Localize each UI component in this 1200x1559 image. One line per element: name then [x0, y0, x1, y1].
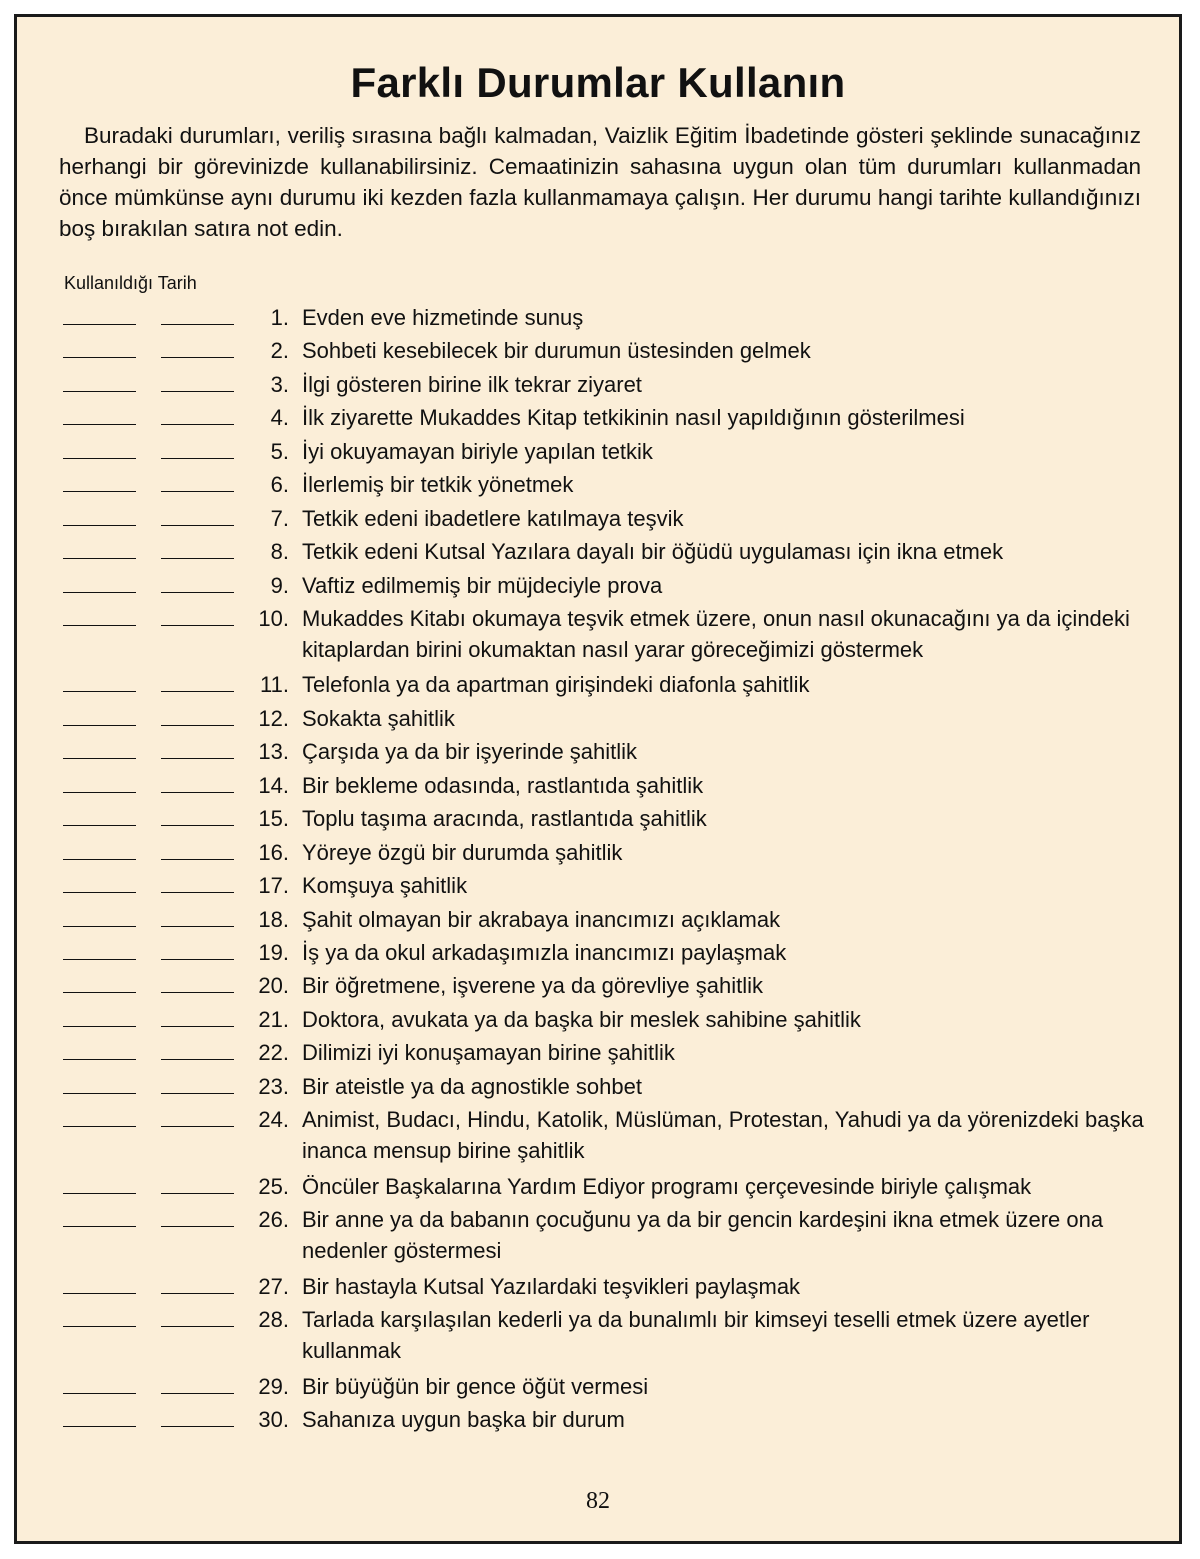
list-item	[61, 1404, 1161, 1437]
date-blank-2[interactable]	[161, 937, 234, 960]
date-blank-2[interactable]	[161, 570, 234, 593]
list-item	[61, 1204, 1161, 1271]
item-number: 27.	[258, 1273, 289, 1299]
date-blank-2[interactable]	[161, 803, 234, 826]
date-blank-2[interactable]	[161, 1404, 234, 1427]
item-number: 3.	[270, 371, 289, 397]
date-blank-1[interactable]	[63, 1004, 136, 1027]
item-number: 23.	[258, 1073, 289, 1099]
item-number: 15.	[258, 806, 289, 832]
item-number: 2.	[270, 338, 289, 364]
list-item	[61, 837, 1161, 870]
item-text: Komşuya şahitlik	[302, 873, 468, 899]
date-blank-1[interactable]	[63, 1171, 136, 1194]
item-number: 11.	[260, 672, 289, 698]
list-item	[61, 1004, 1161, 1037]
date-blank-1[interactable]	[63, 469, 136, 492]
item-number: 14.	[258, 772, 289, 798]
item-text: Sahanıza uygun başka bir durum	[302, 1406, 625, 1432]
item-number: 25.	[258, 1173, 289, 1199]
item-text: İlk ziyarette Mukaddes Kitap tetkikinin nasıl yapıldığının gösterilmesi	[302, 405, 965, 431]
item-text: Sokakta şahitlik	[302, 705, 455, 731]
list-item	[61, 870, 1161, 903]
date-blank-2[interactable]	[161, 335, 234, 358]
date-blank-1[interactable]	[63, 837, 136, 860]
item-text: Çarşıda ya da bir işyerinde şahitlik	[302, 739, 638, 765]
item-text: İş ya da okul arkadaşımızla inancımızı paylaşmak	[302, 939, 787, 965]
item-text: İlgi gösteren birine ilk tekrar ziyaret	[302, 371, 642, 397]
page-title: Farklı Durumlar Kullanın	[350, 59, 846, 106]
item-text: Vaftiz edilmemiş bir müjdeciyle prova	[302, 572, 663, 598]
list-item	[61, 302, 1161, 335]
list-item	[61, 369, 1161, 402]
item-text: İlerlemiş bir tetkik yönetmek	[302, 472, 574, 498]
item-number: 22.	[258, 1040, 289, 1066]
list-item	[61, 536, 1161, 569]
date-blank-1[interactable]	[63, 736, 136, 759]
date-blank-1[interactable]	[63, 870, 136, 893]
date-blank-1[interactable]	[63, 703, 136, 726]
date-blank-2[interactable]	[161, 736, 234, 759]
item-number: 16.	[258, 839, 289, 865]
list-item	[61, 1104, 1161, 1171]
date-blank-1[interactable]	[63, 335, 136, 358]
list-item	[61, 335, 1161, 368]
item-number: 24.	[258, 1107, 289, 1133]
date-blank-1[interactable]	[63, 302, 136, 325]
date-blank-1[interactable]	[63, 536, 136, 559]
item-text: Yöreye özgü bir durumda şahitlik	[302, 839, 623, 865]
item-text: Bir bekleme odasında, rastlantıda şahitlik	[302, 772, 704, 798]
item-text: Dilimizi iyi konuşamayan birine şahitlik	[302, 1040, 675, 1066]
item-number: 4.	[270, 405, 289, 431]
date-blank-1[interactable]	[63, 369, 136, 392]
item-text: Toplu taşıma aracında, rastlantıda şahitlik	[302, 806, 707, 832]
item-text: Bir hastayla Kutsal Yazılardaki teşvikleri paylaşmak	[302, 1273, 801, 1299]
date-blank-1[interactable]	[63, 1071, 136, 1094]
item-text: Mukaddes Kitabı okumaya teşvik etmek üzere, onun nasıl okunacağını ya da içindeki kitaplardan birini okumaktan nasıl yarar göreceğimizi göstermek	[302, 605, 1130, 662]
item-number: 10.	[258, 605, 289, 631]
date-blank-2[interactable]	[161, 970, 234, 993]
item-number: 20.	[258, 973, 289, 999]
date-blank-1[interactable]	[63, 669, 136, 692]
date-blank-2[interactable]	[161, 1004, 234, 1027]
date-blank-2[interactable]	[161, 1304, 234, 1327]
item-text: Tarlada karşılaşılan kederli ya da bunalımlı bir kimseyi teselli etmek üzere ayetler kullanmak	[302, 1307, 1090, 1363]
date-blank-2[interactable]	[161, 536, 234, 559]
date-blank-1[interactable]	[63, 770, 136, 793]
list-item	[61, 803, 1161, 836]
date-blank-1[interactable]	[63, 1371, 136, 1394]
list-item	[61, 1304, 1161, 1371]
item-text: Bir büyüğün bir gence öğüt vermesi	[302, 1373, 649, 1399]
item-number: 13.	[258, 739, 289, 765]
list-item	[61, 904, 1161, 937]
item-text: Şahit olmayan bir akrabaya inancımızı açıklamak	[302, 906, 781, 932]
date-column-header: Kullanıldığı Tarih	[64, 273, 197, 293]
list-item	[61, 469, 1161, 502]
item-number: 18.	[258, 906, 289, 932]
list-item	[61, 402, 1161, 435]
list-item	[61, 570, 1161, 603]
date-blank-2[interactable]	[161, 469, 234, 492]
item-number: 1.	[270, 305, 289, 330]
list-item	[61, 1171, 1161, 1204]
date-blank-2[interactable]	[161, 1204, 234, 1227]
date-blank-2[interactable]	[161, 837, 234, 860]
date-blank-2[interactable]	[161, 1037, 234, 1060]
date-blank-2[interactable]	[161, 1104, 234, 1127]
item-text: Bir anne ya da babanın çocuğunu ya da bir gencin kardeşini ikna etmek üzere ona nedenler göstermesi	[302, 1207, 1104, 1264]
item-number: 17.	[258, 873, 289, 899]
date-blank-2[interactable]	[161, 402, 234, 425]
item-text: Bir öğretmene, işverene ya da görevliye şahitlik	[302, 973, 764, 999]
date-blank-2[interactable]	[161, 302, 234, 325]
page-number: 82	[586, 1488, 610, 1514]
item-text: Animist, Budacı, Hindu, Katolik, Müslüman, Protestan, Yahudi ya da yörenizdeki başka inanca mensup birine şahitlik	[302, 1107, 1144, 1164]
list-item	[61, 436, 1161, 469]
date-blank-2[interactable]	[161, 770, 234, 793]
date-blank-2[interactable]	[161, 1171, 234, 1194]
situations-list	[61, 302, 1161, 1437]
intro-paragraph: Buradaki durumları, veriliş sırasına bağlı kalmadan, Vaizlik Eğitim İbadetinde gösteri şeklinde sunacağınız herhangi bir görevinizde kullanabilirsiniz. Cemaatinizin sahasına uygun olan tüm durumları kullanmadan önce mümkünse aynı durumu iki kezden fazla kullanmamaya çalışın. Her durumu hangi tarihte kullandığınızı boş bırakılan satıra not edin.	[59, 123, 1141, 241]
date-blank-1[interactable]	[63, 904, 136, 927]
item-number: 8.	[270, 539, 289, 565]
date-blank-2[interactable]	[161, 603, 234, 626]
date-blank-2[interactable]	[161, 369, 234, 392]
date-blank-2[interactable]	[161, 436, 234, 459]
date-blank-1[interactable]	[63, 603, 136, 626]
date-blank-1[interactable]	[63, 937, 136, 960]
date-blank-1[interactable]	[63, 1037, 136, 1060]
item-number: 29.	[258, 1373, 289, 1399]
list-item	[61, 736, 1161, 769]
item-text: Bir ateistle ya da agnostikle sohbet	[302, 1073, 642, 1099]
date-blank-2[interactable]	[161, 870, 234, 893]
date-blank-2[interactable]	[161, 1271, 234, 1294]
list-item	[61, 503, 1161, 536]
date-blank-1[interactable]	[63, 1204, 136, 1227]
item-number: 21.	[258, 1006, 289, 1032]
item-number: 19.	[258, 939, 289, 965]
date-blank-2[interactable]	[161, 503, 234, 526]
item-number: 30.	[258, 1406, 289, 1432]
list-item	[61, 669, 1161, 702]
item-number: 9.	[270, 572, 289, 598]
date-blank-1[interactable]	[63, 1404, 136, 1427]
list-item	[61, 1371, 1161, 1404]
list-item	[61, 1271, 1161, 1304]
item-number: 26.	[258, 1207, 289, 1233]
item-text: Tetkik edeni ibadetlere katılmaya teşvik	[302, 505, 684, 531]
item-number: 28.	[258, 1307, 289, 1332]
list-item	[61, 703, 1161, 736]
item-text: İyi okuyamayan biriyle yapılan tetkik	[302, 438, 653, 464]
item-number: 7.	[270, 505, 289, 531]
date-blank-1[interactable]	[63, 970, 136, 993]
list-item	[61, 970, 1161, 1003]
list-item	[61, 1037, 1161, 1070]
date-blank-2[interactable]	[161, 703, 234, 726]
item-text: Sohbeti kesebilecek bir durumun üstesinden gelmek	[302, 338, 811, 364]
date-blank-1[interactable]	[63, 436, 136, 459]
item-text: Evden eve hizmetinde sunuş	[302, 305, 584, 330]
list-item	[61, 603, 1161, 670]
date-blank-1[interactable]	[63, 570, 136, 593]
date-blank-1[interactable]	[63, 803, 136, 826]
date-blank-1[interactable]	[63, 1271, 136, 1294]
item-text: Telefonla ya da apartman girişindeki diafonla şahitlik	[302, 672, 810, 698]
date-blank-2[interactable]	[161, 904, 234, 927]
date-blank-2[interactable]	[161, 1071, 234, 1094]
page-frame	[14, 14, 1182, 1544]
date-blank-1[interactable]	[63, 1304, 136, 1327]
list-item	[61, 1071, 1161, 1104]
list-item	[61, 937, 1161, 970]
list-item	[61, 770, 1161, 803]
date-blank-2[interactable]	[161, 669, 234, 692]
item-text: Tetkik edeni Kutsal Yazılara dayalı bir öğüdü uygulaması için ikna etmek	[302, 539, 1004, 565]
item-number: 6.	[270, 472, 289, 498]
item-number: 5.	[270, 438, 289, 464]
date-blank-1[interactable]	[63, 402, 136, 425]
item-number: 12.	[258, 705, 289, 731]
item-text: Öncüler Başkalarına Yardım Ediyor programı çerçevesinde biriyle çalışmak	[302, 1173, 1032, 1199]
item-text: Doktora, avukata ya da başka bir meslek sahibine şahitlik	[302, 1006, 861, 1032]
date-blank-2[interactable]	[161, 1371, 234, 1394]
date-blank-1[interactable]	[63, 1104, 136, 1127]
date-blank-1[interactable]	[63, 503, 136, 526]
